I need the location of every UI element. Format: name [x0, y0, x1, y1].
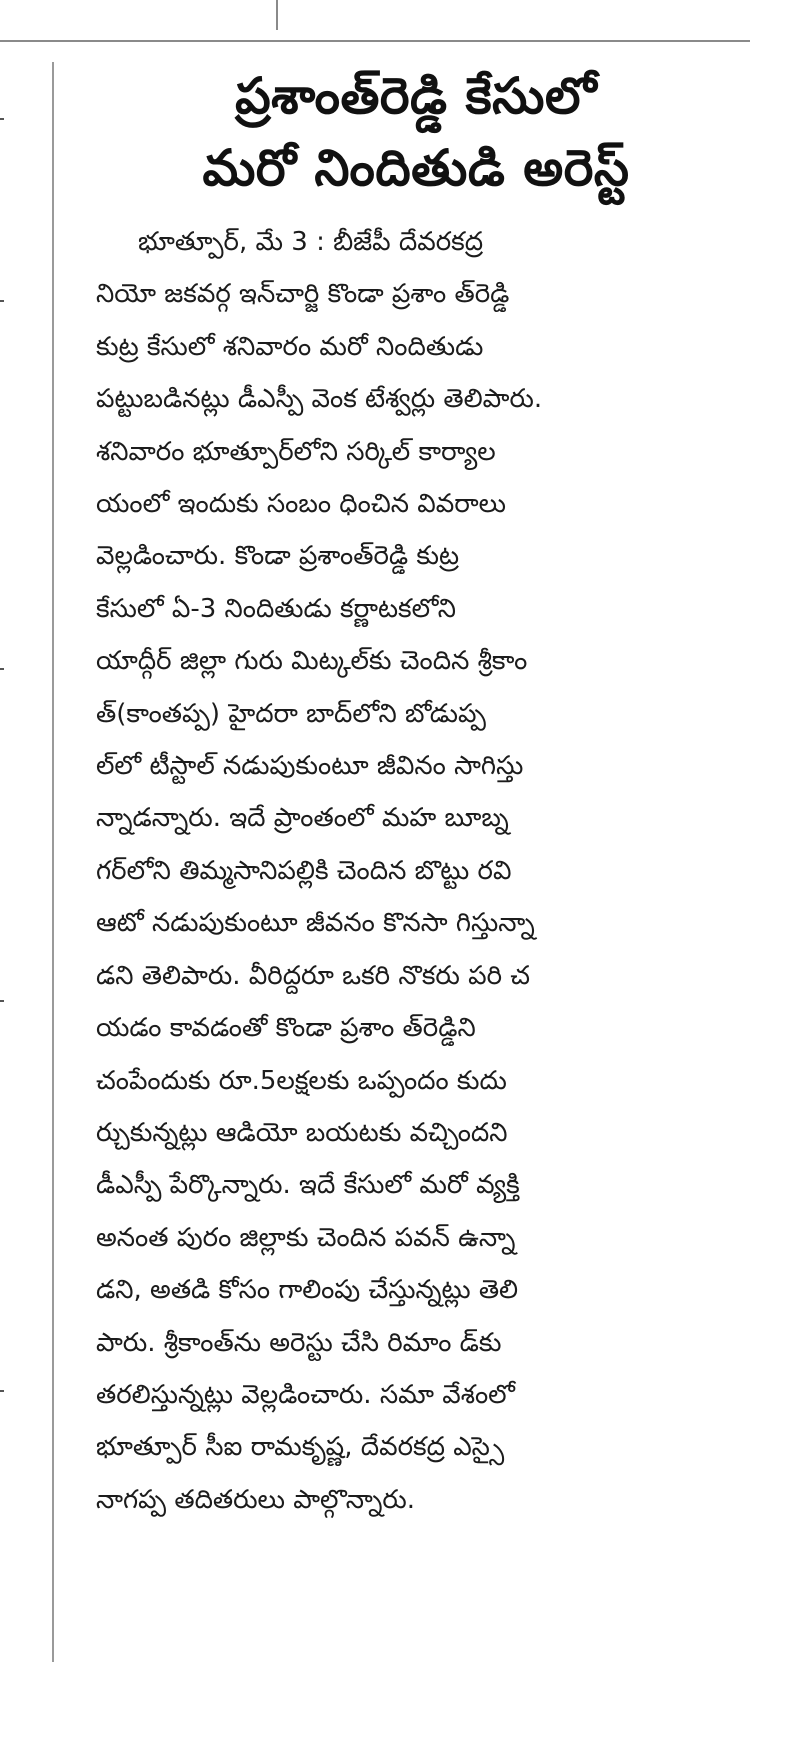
- body-line: భూత్పూర్ సీఐ రామకృష్ణ, దేవరకద్ర ఎస్సై: [96, 1432, 505, 1463]
- body-line: కుట్ర కేసులో శనివారం మరో నిందితుడు: [96, 331, 484, 362]
- body-line: ఆటో నడుపుకుంటూ జీవనం కొనసా గిస్తున్నా: [96, 908, 535, 939]
- body-line: చంపేందుకు రూ.5లక్షలకు ఒప్పందం కుదు: [96, 1065, 507, 1096]
- body-line: యడం కావడంతో కొండా ప్రశాం త్‌రెడ్డిని: [96, 1013, 476, 1044]
- body-line: నియో జకవర్గ ఇన్‌చార్జి కొండా ప్రశాం త్‌రెడ్డి: [96, 279, 510, 310]
- top-column-divider: [276, 0, 278, 30]
- body-line: వెల్లడించారు. కొండా ప్రశాంత్‌రెడ్డి కుట్ర: [96, 541, 460, 572]
- body-line: న్నాడన్నారు. ఇదే ప్రాంతంలో మహ బూబ్న: [96, 803, 509, 834]
- column-divider: [52, 62, 54, 1662]
- margin-mark: [0, 1390, 4, 1392]
- article-headline: [96, 60, 736, 204]
- body-line: కేసులో ఏ-3 నిందితుడు కర్ణాటకలోని: [96, 593, 456, 624]
- margin-mark: [0, 1000, 4, 1002]
- body-line: శనివారం భూత్పూర్‌లోని సర్కిల్ కార్యాల: [96, 436, 496, 467]
- body-line: త్(కాంతప్ప) హైదరా బాద్‌లోని బోడుప్ప: [96, 698, 486, 729]
- top-horizontal-rule: [0, 40, 750, 42]
- body-line: ల్‌లో టీస్టాల్ నడుపుకుంటూ జీవినం సాగిస్తు: [96, 751, 524, 782]
- body-line: అనంత పురం జిల్లాకు చెందిన పవన్ ఉన్నా: [96, 1222, 516, 1253]
- headline-line: ప్రశాంత్‌రెడ్డి కేసులో: [235, 67, 597, 125]
- body-line: తరలిస్తున్నట్లు వెల్లడించారు. సమా వేశంలో: [96, 1379, 515, 1410]
- news-article: [96, 60, 736, 1526]
- headline-line: మరో నిందితుడి అరెస్ట్: [202, 139, 630, 197]
- article-body: [96, 216, 736, 1526]
- body-line: పట్టుబడినట్లు డీఎస్పీ వెంక టేశ్వర్లు తెలిపారు.: [96, 384, 543, 415]
- body-line: నాగప్ప తదితరులు పాల్గొన్నారు.: [96, 1484, 416, 1515]
- body-line: యాద్గీర్ జిల్లా గురు మిట్కల్‌కు చెందిన శ్రీకాం: [96, 646, 528, 677]
- margin-mark: [0, 668, 4, 670]
- body-line: గర్‌లోని తిమ్మసానిపల్లికి చెందిన బొట్టు రవి: [96, 855, 512, 886]
- body-line: ర్చుకున్నట్లు ఆడియో బయటకు వచ్చిందని: [96, 1117, 508, 1148]
- margin-mark: [0, 118, 4, 120]
- body-line: డని, అతడి కోసం గాలింపు చేస్తున్నట్లు తెలి: [96, 1275, 519, 1306]
- margin-mark: [0, 300, 4, 302]
- body-line: యంలో ఇందుకు సంబం ధించిన వివరాలు: [96, 489, 507, 520]
- body-line: పారు. శ్రీకాంత్‌ను అరెస్టు చేసి రిమాం డ్‌కు: [96, 1327, 502, 1358]
- body-line: డని తెలిపారు. వీరిద్దరూ ఒకరి నొకరు పరి చ: [96, 960, 531, 991]
- body-line: డీఎస్పీ పేర్కొన్నారు. ఇదే కేసులో మరో వ్యక్తి: [96, 1170, 520, 1201]
- body-line: భూత్పూర్, మే 3 : బీజేపీ దేవరకద్ర: [138, 227, 484, 257]
